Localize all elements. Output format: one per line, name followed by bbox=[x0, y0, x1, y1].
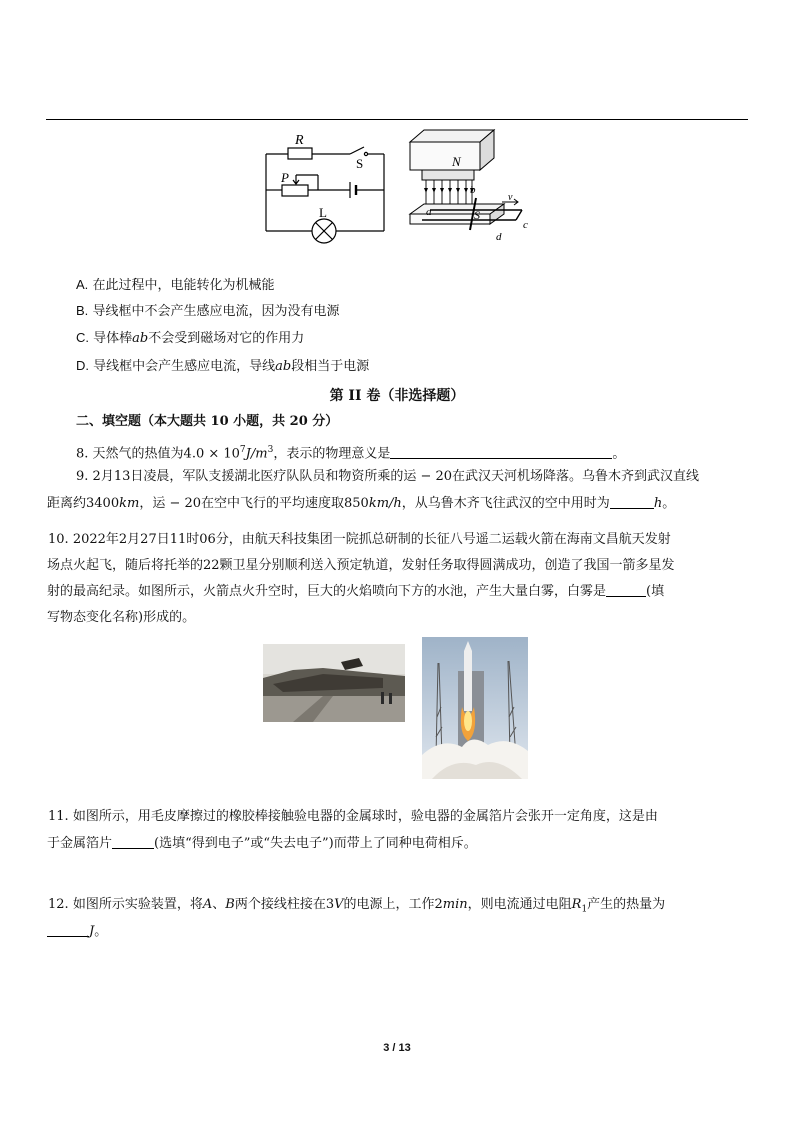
question-11-line-1: 11. 如图所示，用毛皮摩擦过的橡胶棒接触验电器的金属球时，验电器的金属箔片会张开一定角度，这是由 bbox=[48, 809, 658, 824]
question-10-line-4: 写物态变化名称)形成的。 bbox=[47, 610, 196, 625]
question-9-line-1: 9. 2月13日凌晨，军队支援湖北医疗队队员和物资所乘的运 − 20在武汉天河机场降落。乌鲁木齐到武汉直线 bbox=[76, 469, 700, 484]
option-c[interactable]: C. 导体棒ab不会受到磁场对它的作用力 bbox=[76, 330, 305, 346]
rocket-launch-photo bbox=[422, 637, 528, 779]
answer-blank-8[interactable] bbox=[390, 444, 612, 459]
answer-blank-12[interactable] bbox=[47, 922, 89, 937]
answer-blank-9[interactable] bbox=[610, 494, 654, 509]
aircraft-photo bbox=[263, 644, 405, 722]
page-number: 3 / 13 bbox=[383, 1042, 411, 1054]
circuit-label-R: R bbox=[295, 133, 304, 148]
circuit-label-L: L bbox=[319, 205, 327, 220]
section-title: 第 II 卷（非选择题） bbox=[329, 388, 465, 404]
magnet-label-a: a bbox=[426, 206, 432, 218]
circuit-diagram bbox=[262, 130, 390, 248]
option-b[interactable]: B. 导线框中不会产生感应电流，因为没有电源 bbox=[76, 303, 340, 319]
magnet-label-d: d bbox=[496, 231, 502, 243]
circuit-label-S: S bbox=[356, 156, 364, 171]
magnet-label-b: b bbox=[470, 184, 476, 196]
question-10-line-3: 射的最高纪录。如图所示，火箭点火升空时，巨大的火焰喷向下方的水池，产生大量白雾，白雾是 (填 bbox=[47, 584, 665, 599]
top-rule bbox=[46, 119, 748, 120]
section-heading: 二、填空题（本大题共 10 小题，共 20 分） bbox=[76, 414, 339, 429]
option-d[interactable]: D. 导线框中会产生感应电流，导线ab段相当于电源 bbox=[76, 358, 370, 374]
question-11-line-2: 于金属箔片 (选填“得到电子”或“失去电子”)而带上了同种电荷相斥。 bbox=[47, 836, 477, 851]
circuit-label-P: P bbox=[281, 170, 289, 185]
question-9-line-2: 距离约3400km，运 − 20在空中飞行的平均速度取850km/h，从乌鲁木齐飞往武汉的空中用时为 h。 bbox=[47, 496, 676, 511]
answer-blank-11[interactable] bbox=[112, 834, 154, 849]
answer-blank-10[interactable] bbox=[606, 582, 646, 597]
magnet-label-N: N bbox=[452, 154, 461, 169]
question-10-line-2: 场点火起飞，随后将托举的22颗卫星分别顺利送入预定轨道，发射任务取得圆满成功，创造了我国一箭多星发 bbox=[47, 558, 675, 573]
magnet-frame-diagram bbox=[404, 128, 536, 244]
question-12-line-1: 12. 如图所示实验装置，将A、B两个接线柱接在3V的电源上，工作2min，则电流通过电阻$R_1$产生的热量为 bbox=[48, 897, 666, 915]
question-10-line-1: 10. 2022年2月27日11时06分，由航天科技集团一院抓总研制的长征八号遥二运载火箭在海南文昌航天发射 bbox=[48, 532, 671, 547]
question-8: 8. 天然气的热值为$4.0 \times 10^7J/m^3$，表示的物理意义是 。 bbox=[76, 445, 626, 462]
magnet-label-S: S bbox=[474, 208, 480, 222]
magnet-label-c: c bbox=[523, 219, 528, 231]
magnet-label-v: v bbox=[508, 192, 513, 203]
option-a[interactable]: A. 在此过程中，电能转化为机械能 bbox=[76, 277, 275, 293]
question-12-line-2: J。 bbox=[47, 922, 107, 942]
